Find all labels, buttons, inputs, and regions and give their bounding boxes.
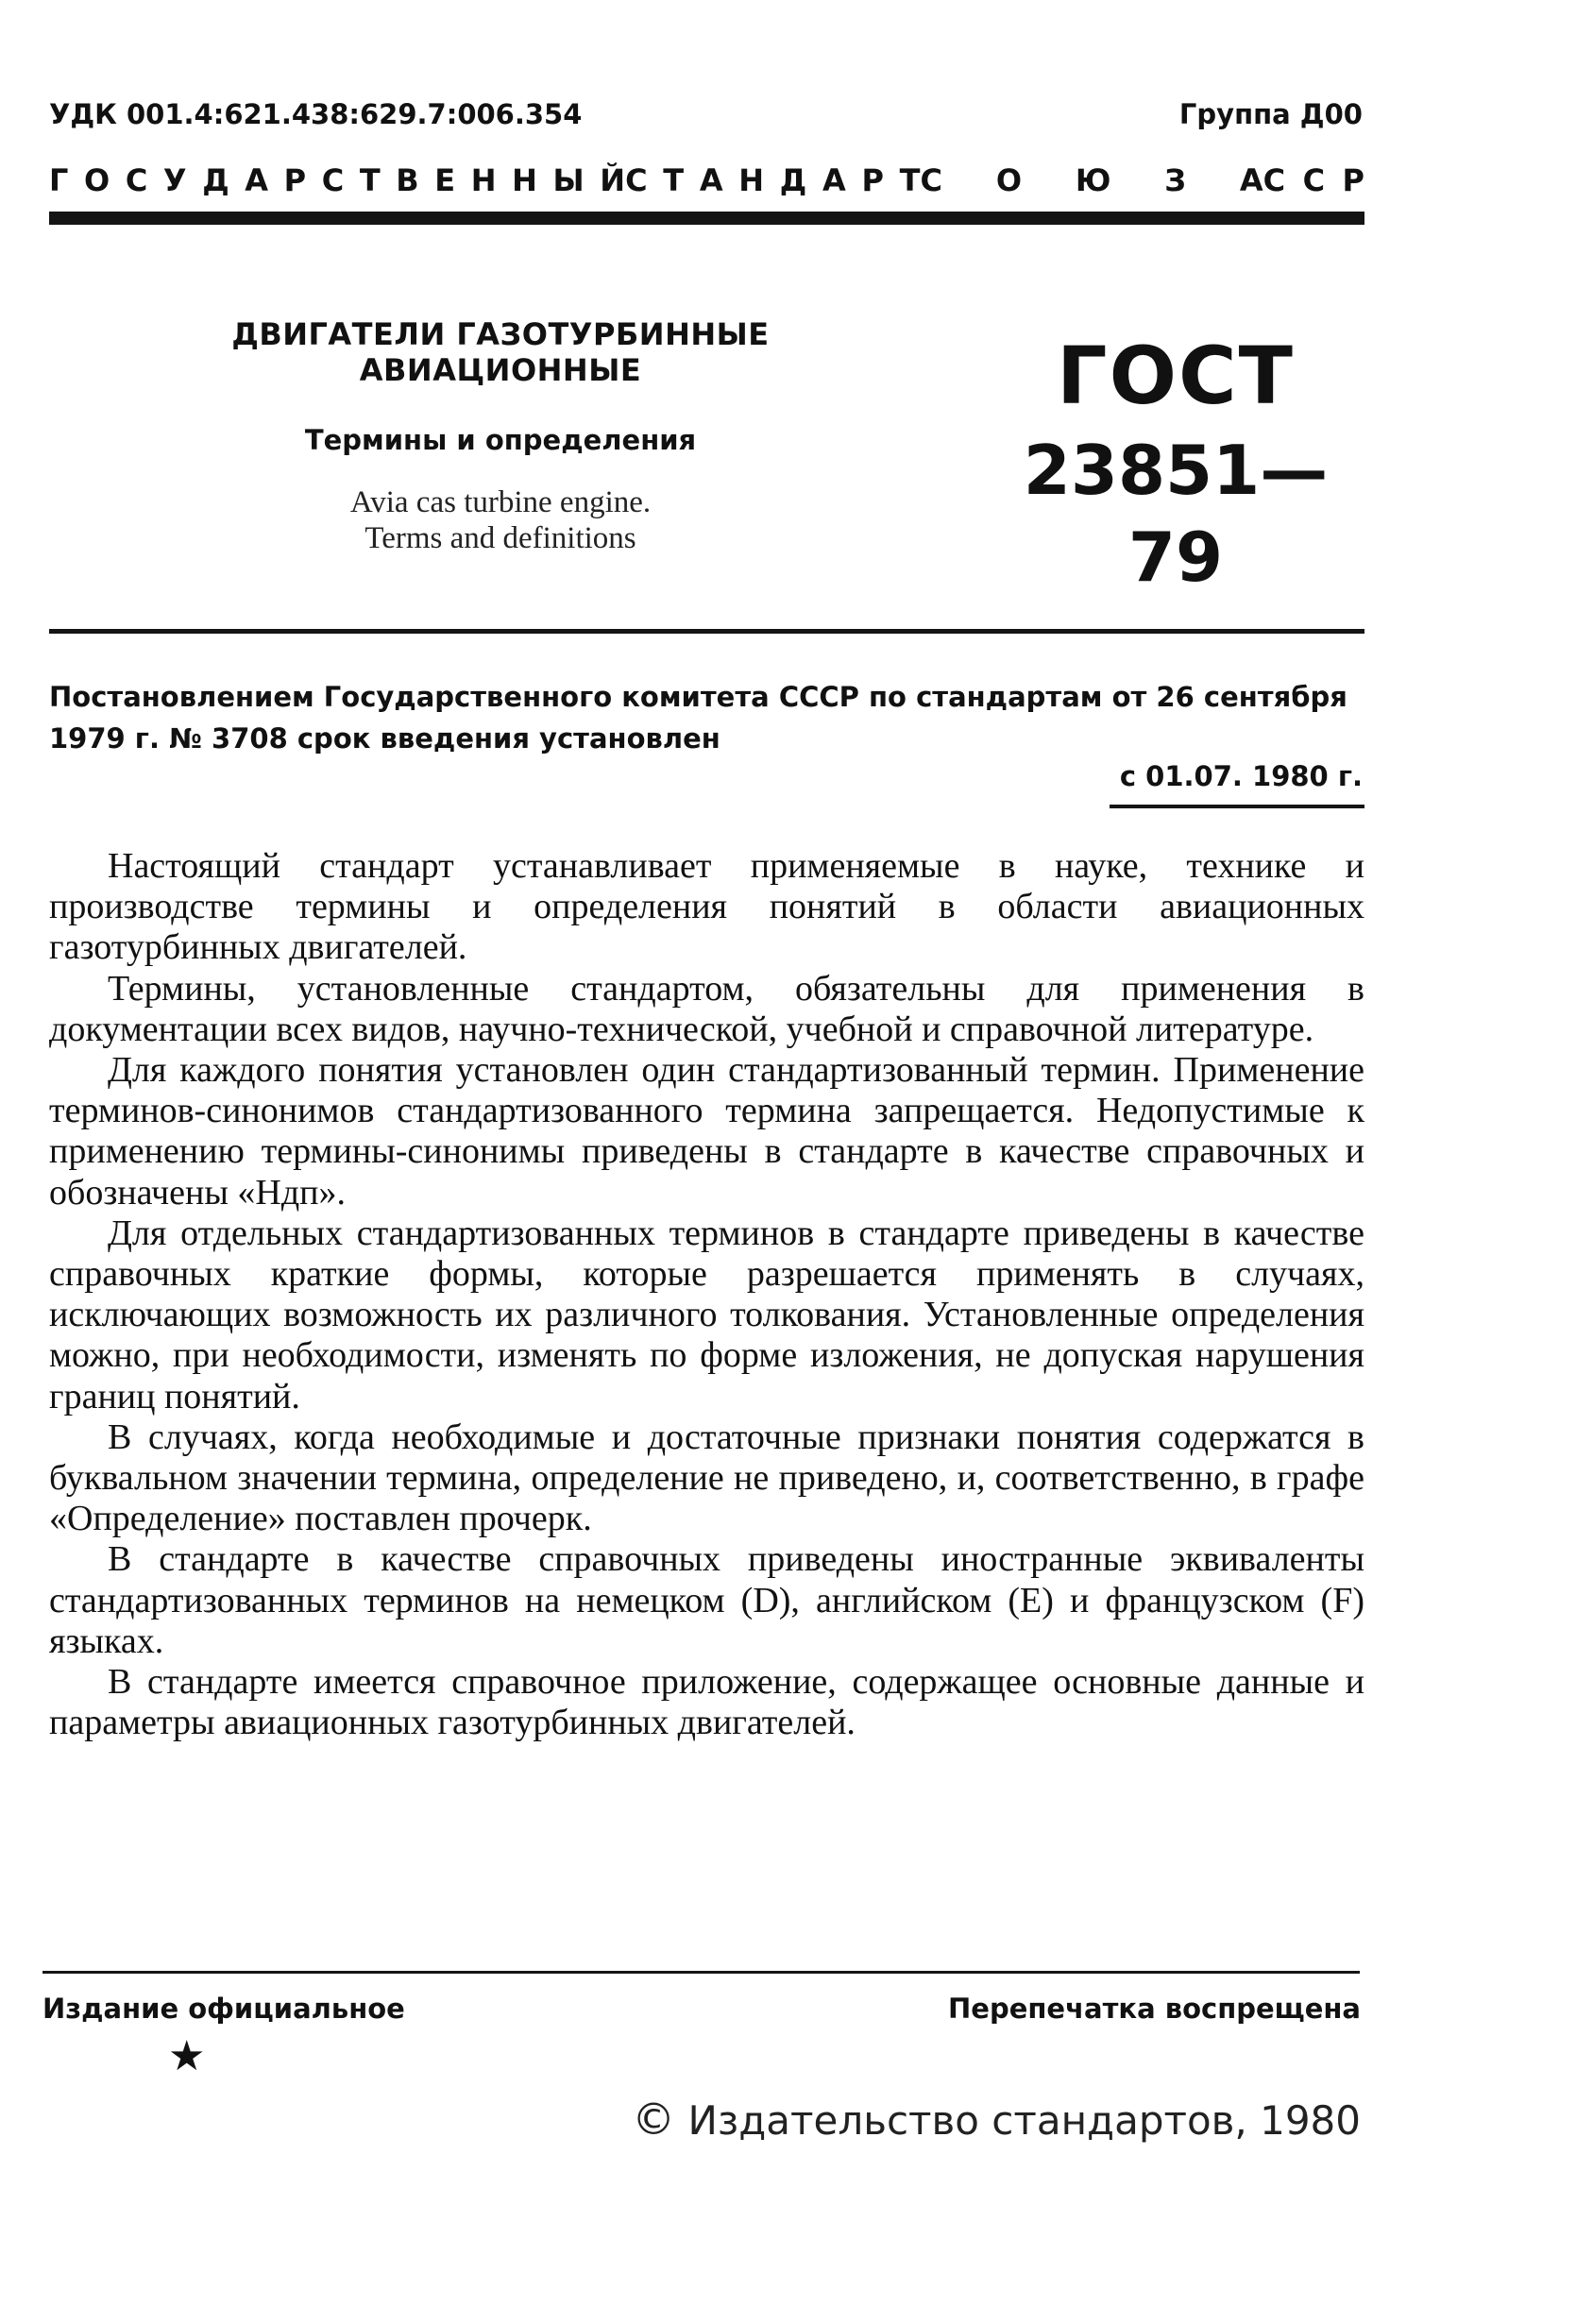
document-title: ДВИГАТЕЛИ ГАЗОТУРБИННЫЕ АВИАЦИОННЫЕ (231, 316, 770, 388)
banner-letter: Т (899, 162, 921, 198)
standard-banner (49, 162, 1364, 198)
banner-letter: О (995, 162, 1023, 198)
banner-letter: Р (861, 162, 884, 198)
udk-code: УДК 001.4:621.438:629.7:006.354 (49, 98, 583, 130)
official-edition: Издание официальное (42, 1993, 405, 2025)
banner-letter: Ы (552, 162, 585, 198)
banner-word-2 (625, 162, 920, 198)
footer-rule (42, 1971, 1360, 1974)
banner-letter: О (84, 162, 110, 198)
paragraph: Для каждого понятия установлен один стандартизованный термин. Применение терминов-синонимов стандартизованного термина запрещается. Недопустимые к применению термины-синонимы приведены в стандарте в качестве справочных и обозначены «Ндп». (49, 1050, 1364, 1213)
body-text (49, 846, 1364, 1743)
star-icon: ★ (168, 2032, 206, 2080)
banner-word-1 (49, 162, 625, 198)
banner-letter: Н (470, 162, 497, 198)
banner-letter: Ю (1075, 162, 1111, 198)
banner-letter: З (1164, 162, 1186, 198)
banner-letter: Г (49, 162, 69, 198)
english-title-line-2: Terms and definitions (364, 521, 636, 555)
copyright-notice (632, 2094, 1361, 2145)
banner-letter: А (245, 162, 269, 198)
banner-letter: Р (283, 162, 307, 198)
paragraph: Настоящий стандарт устанавливает применяемые в науке, технике и производстве термины и определения понятий в области авиационных газотурбинных двигателей. (49, 846, 1364, 968)
banner-letter: А (699, 162, 723, 198)
paragraph: Термины, установленные стандартом, обязательны для применения в документации всех видов, научно-технической, учебной и справочной литературе. (49, 968, 1364, 1049)
gost-number: 23851—79 (1023, 431, 1329, 597)
copyright-icon: © (632, 2094, 676, 2145)
banner-letter: Е (434, 162, 456, 198)
effective-date-underline (1110, 805, 1364, 808)
banner-letter: С (1302, 162, 1326, 198)
banner-letter: Д (202, 162, 229, 198)
paragraph: В стандарте в качестве справочных приведены иностранные эквиваленты стандартизованных терминов на немецком (D), английском (E) и французском (F) языках. (49, 1539, 1364, 1661)
banner-letter: С (1263, 162, 1286, 198)
paragraph: Для отдельных стандартизованных терминов в стандарте приведены в качестве справочных краткие формы, которые разрешается применять в случаях, исключающих возможность их различного толкования. Установленные определения можно, при необходимости, изменять по форме изложения, не допуская нарушения границ понятий. (49, 1213, 1364, 1416)
decree-text: Постановлением Государственного комитета СССР по стандартам от 26 сентября 1979 г. № 3708 срок введения установлен (49, 681, 1347, 755)
gost-designation (987, 332, 1364, 601)
banner-letter: С (321, 162, 345, 198)
title-rule (49, 629, 1364, 634)
effective-date: с 01.07. 1980 г. (1119, 760, 1363, 792)
english-title (94, 484, 907, 556)
title-block (94, 316, 907, 556)
banner-word-4 (1263, 162, 1364, 198)
banner-letter: А (822, 162, 846, 198)
banner-letter: Т (359, 162, 381, 198)
banner-letter: С (920, 162, 942, 198)
document-subtitle: Термины и определения (304, 424, 697, 456)
banner-letter: Н (512, 162, 537, 198)
banner-letter: Т (663, 162, 685, 198)
banner-letter: С (625, 162, 648, 198)
banner-letter: С (125, 162, 148, 198)
reprint-notice: Перепечатка воспрещена (948, 1993, 1361, 2025)
banner-letter: Й (600, 162, 626, 198)
banner-letter: Д (779, 162, 807, 198)
banner-letter: Н (738, 162, 765, 198)
group-code: Группа Д00 (1178, 98, 1363, 130)
paragraph: В стандарте имеется справочное приложение, содержащее основные данные и параметры авиационных газотурбинных двигателей. (49, 1662, 1364, 1743)
header-rule (49, 212, 1364, 225)
banner-letter: В (396, 162, 419, 198)
banner-letter: У (162, 162, 187, 198)
english-title-line-1: Avia cas turbine engine. (349, 485, 652, 519)
copyright-text: Издательство стандартов, 1980 (687, 2097, 1361, 2144)
banner-word-3 (920, 162, 1263, 198)
banner-letter: А (1239, 162, 1263, 198)
gost-label: ГОСТ (1057, 330, 1295, 422)
paragraph: В случаях, когда необходимые и достаточные признаки понятия содержатся в буквальном значении термина, определение не приведено, и, соответственно, в графе «Определение» поставлен прочерк. (49, 1416, 1364, 1539)
banner-letter: Р (1342, 162, 1364, 198)
